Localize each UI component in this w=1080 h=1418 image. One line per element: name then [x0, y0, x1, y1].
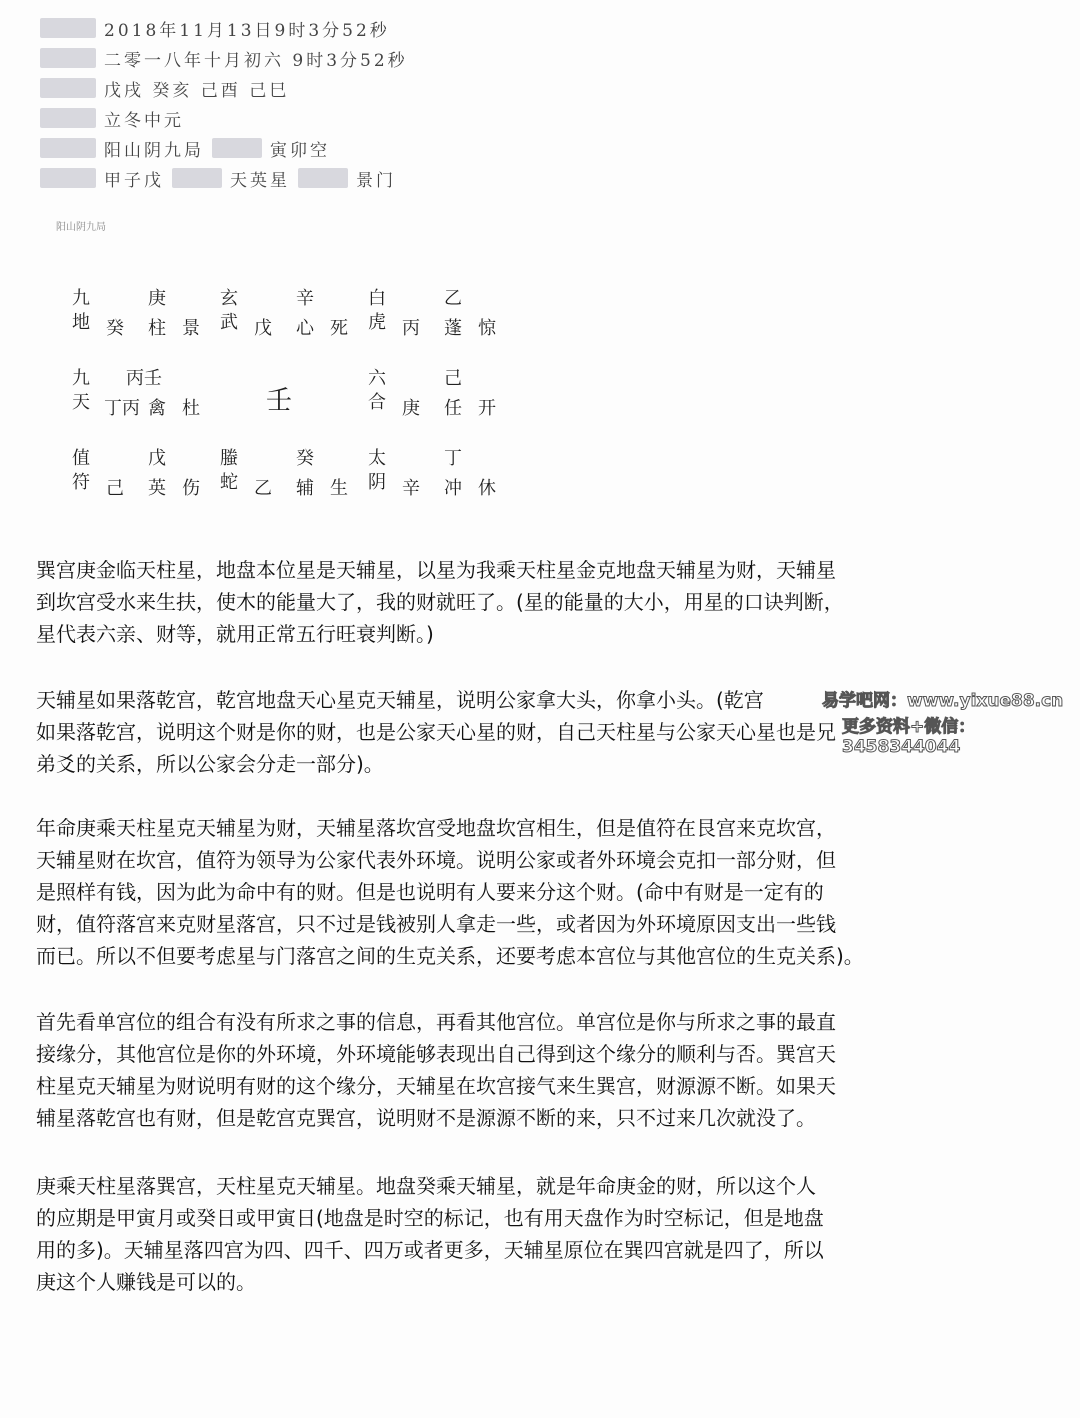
redacted-label [40, 108, 96, 128]
redacted-label [40, 78, 96, 98]
deity-char: 玄 [220, 288, 238, 309]
duty-star: 天英星 [230, 170, 290, 191]
text-line: 首先看单宫位的组合有没有所求之事的信息，再看其他宫位。单宫位是你与所求之事的最直 [36, 1010, 836, 1034]
redacted-label [298, 168, 348, 188]
text-line: 用的多)。天辅星落四宫为四、四千、四万或者更多，天辅星原位在巽四宫就是四了，所以 [36, 1238, 824, 1262]
text-line: 到坎宫受水来生扶，使木的能量大了，我的财就旺了。(星的能量的大小，用星的口诀判断， [36, 590, 844, 614]
deity-char: 螣 [220, 448, 238, 469]
earth-stem: 癸 [106, 318, 124, 339]
deity-char: 九 [72, 368, 90, 389]
heaven-stem: 辛 [296, 288, 314, 309]
text-line: 接缘分，其他宫位是你的外环境，外环境能够表现出自己得到这个缘分的顺利与否。巽宫天 [36, 1042, 836, 1066]
header-row [40, 166, 396, 190]
star: 冲 [444, 478, 462, 499]
deity-char: 合 [368, 392, 386, 413]
lunar-date: 二零一八年十月初六 9时3分52秒 [104, 50, 408, 71]
deity-char: 符 [72, 472, 90, 493]
door: 杜 [182, 398, 200, 419]
redacted-label [172, 168, 222, 188]
earth-stem: 戊 [254, 318, 272, 339]
text-line: 星代表六亲、财等，就用正常五行旺衰判断。) [36, 622, 434, 646]
deity-char: 天 [72, 392, 90, 413]
text-line: 的应期是甲寅月或癸日或甲寅日(地盘是时空的标记，也有用天盘作为时空标记，但是地盘 [36, 1206, 824, 1230]
header-row [40, 136, 330, 160]
heaven-stem: 丁 [444, 448, 462, 469]
deity-char: 武 [220, 312, 238, 333]
void-branches: 寅卯空 [270, 140, 330, 161]
xun-head: 甲子戊 [104, 170, 164, 191]
heaven-stem: 戊 [148, 448, 166, 469]
ju-number: 阳山阴九局 [104, 140, 204, 161]
text-line: 如果落乾宫，说明这个财是你的财，也是公家天心星的财，自己天柱星与公家天心星也是兄 [36, 720, 836, 744]
redacted-label [40, 138, 96, 158]
header-row [40, 76, 289, 100]
deity-char: 阴 [368, 472, 386, 493]
duty-door: 景门 [356, 170, 396, 191]
paragraph [36, 812, 936, 972]
deity-char: 值 [72, 448, 90, 469]
watermark: 更多资料+微信：3458344044 [842, 717, 976, 757]
paragraph [36, 1170, 936, 1298]
star: 禽 [148, 398, 166, 419]
solar-date: 2018年11月13日9时3分52秒 [104, 20, 390, 41]
header-row [40, 16, 390, 40]
earth-stem: 乙 [254, 478, 272, 499]
deity-char: 虎 [368, 312, 386, 333]
earth-stem: 己 [106, 478, 124, 499]
text-line: 辅星落乾宫也有财，但是乾宫克巽宫，说明财不是源源不断的来，只不过来几次就没了。 [36, 1106, 816, 1130]
heaven-stem: 乙 [444, 288, 462, 309]
deity-char: 六 [368, 368, 386, 389]
star: 英 [148, 478, 166, 499]
heaven-stem: 己 [444, 368, 462, 389]
deity-char: 蛇 [220, 472, 238, 493]
deity-char: 九 [72, 288, 90, 309]
text-line: 年命庚乘天柱星克天辅星为财，天辅星落坎宫受地盘坎宫相生，但是值符在艮宫来克坎宫， [36, 816, 836, 840]
deity-char: 白 [368, 288, 386, 309]
earth-stem: 丙 [402, 318, 420, 339]
header-row [40, 46, 408, 70]
text-line: 柱星克天辅星为财说明有财的这个缘分，天辅星在坎宫接气来生巽宫，财源源不断。如果天 [36, 1074, 836, 1098]
heaven-stem: 庚 [148, 288, 166, 309]
header-row [40, 106, 184, 130]
text-line: 巽宫庚金临天柱星，地盘本位星是天辅星，以星为我乘天柱星金克地盘天辅星为财，天辅星 [36, 558, 836, 582]
star: 心 [296, 318, 314, 339]
text-line: 庚乘天柱星落巽宫，天柱星克天辅星。地盘癸乘天辅星，就是年命庚金的财，所以这个人 [36, 1174, 816, 1198]
text-line: 庚这个人赚钱是可以的。 [36, 1270, 256, 1294]
door: 死 [330, 318, 348, 339]
solar-term: 立冬中元 [104, 110, 184, 131]
door: 生 [330, 478, 348, 499]
center-stem: 壬 [266, 386, 293, 416]
paragraph [36, 1006, 936, 1134]
star: 辅 [296, 478, 314, 499]
paragraph [36, 554, 936, 650]
chart-caption: 阳山阴九局 [56, 222, 106, 233]
text-line: 天辅星财在坎宫，值符为领导为公家代表外环境。说明公家或者外环境会克扣一部分财，但 [36, 848, 836, 872]
earth-stem: 丁丙 [104, 398, 140, 419]
earth-stem: 庚 [402, 398, 420, 419]
text-line: 财，值符落宫来克财星落宫，只不过是钱被别人拿走一些，或者因为外环境原因支出一些钱 [36, 912, 836, 936]
deity-char: 地 [72, 312, 90, 333]
text-line: 是照样有钱，因为此为命中有的财。但是也说明有人要来分这个财。(命中有财是一定有的 [36, 880, 824, 904]
watermark: 易学吧网：www.yixue88.cn [822, 691, 1064, 711]
paragraph [36, 684, 936, 780]
heaven-stem: 丙壬 [126, 368, 162, 389]
star: 蓬 [444, 318, 462, 339]
text-line: 而已。所以不但要考虑星与门落宫之间的生克关系，还要考虑本宫位与其他宫位的生克关系)。 [36, 944, 864, 968]
text-line: 天辅星如果落乾宫，乾宫地盘天心星克天辅星，说明公家拿大头，你拿小头。(乾宫 [36, 688, 764, 712]
heaven-stem: 癸 [296, 448, 314, 469]
door: 景 [182, 318, 200, 339]
door: 休 [478, 478, 496, 499]
earth-stem: 辛 [402, 478, 420, 499]
text-line: 弟爻的关系，所以公家会分走一部分)。 [36, 752, 384, 776]
redacted-label [40, 48, 96, 68]
star: 任 [444, 398, 462, 419]
deity-char: 太 [368, 448, 386, 469]
door: 开 [478, 398, 496, 419]
redacted-label [212, 138, 262, 158]
redacted-label [40, 18, 96, 38]
door: 惊 [478, 318, 496, 339]
redacted-label [40, 168, 96, 188]
star: 柱 [148, 318, 166, 339]
door: 伤 [182, 478, 200, 499]
four-pillars: 戊戌 癸亥 己酉 己巳 [104, 80, 290, 101]
